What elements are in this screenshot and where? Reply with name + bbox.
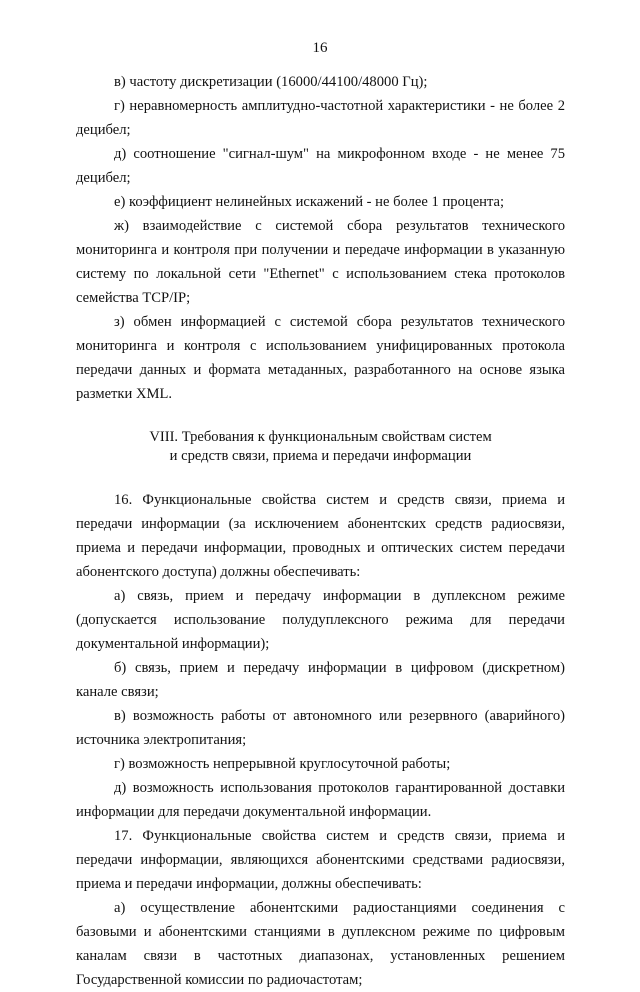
list-item-d-guaranteed-delivery: д) возможность использования протоколов гарантированной доставки информации для передачи документальной информации.: [76, 780, 565, 820]
list-item-g-continuous-operation: г) возможность непрерывной круглосуточной работы;: [114, 756, 451, 772]
document-body: [76, 70, 565, 992]
list-item-e-distortion: е) коэффициент нелинейных искажений - не более 1 процента;: [114, 194, 505, 210]
list-item-b-digital-channel: б) связь, прием и передачу информации в цифровом (дискретном) канале связи;: [76, 660, 565, 700]
list-item-a-duplex: а) связь, прием и передачу информации в дуплексном режиме (допускается использование полудуплексного режима для передачи документальной информации);: [76, 588, 565, 652]
list-item-v-backup-power: в) возможность работы от автономного или резервного (аварийного) источника электропитания;: [76, 708, 565, 748]
list-item-v-sampling-rate: в) частоту дискретизации (16000/44100/48000 Гц);: [114, 74, 428, 90]
list-item-zh-interaction: ж) взаимодействие с системой сбора результатов технического мониторинга и контроля при получении и передаче информации в указанную систему по локальной сети "Ethernet" с использованием стека протоколов семейства TCP/IP;: [76, 218, 565, 306]
page-number: 16: [312, 40, 328, 56]
list-item-d-signal-noise: д) соотношение "сигнал-шум" на микрофонном входе - не менее 75 децибел;: [76, 146, 565, 186]
list-item-z-data-exchange: з) обмен информацией с системой сбора результатов технического мониторинга и контроля с использованием унифицированных протокола передачи данных и формата метаданных, разработанного на основе языка разметки XML.: [76, 314, 565, 402]
paragraph-16: 16. Функциональные свойства систем и средств связи, приема и передачи информации (за исключением абонентских средств радиосвязи, приема и передачи информации, проводных и оптических систем передачи абонентского доступа) должны обеспечивать:: [76, 492, 565, 580]
list-item-a-radio-connection: а) осуществление абонентскими радиостанциями соединения с базовыми и абонентскими станциями в дуплексном режиме по цифровым каналам связи в частотных диапазонах, установленных решением Государственной комиссии по радиочастотам;: [76, 900, 565, 988]
section-heading-line-2: и средств связи, приема и передачи информации: [169, 448, 472, 464]
section-heading-line-1: VIII. Требования к функциональным свойствам систем: [149, 429, 492, 445]
paragraph-17: 17. Функциональные свойства систем и средств связи, приема и передачи информации, являющихся абонентскими средствами радиосвязи, приема и передачи информации, должны обеспечивать:: [76, 828, 565, 892]
section-heading: [76, 428, 565, 466]
list-item-g-frequency-response: г) неравномерность амплитудно-частотной характеристики - не более 2 децибел;: [76, 98, 565, 138]
